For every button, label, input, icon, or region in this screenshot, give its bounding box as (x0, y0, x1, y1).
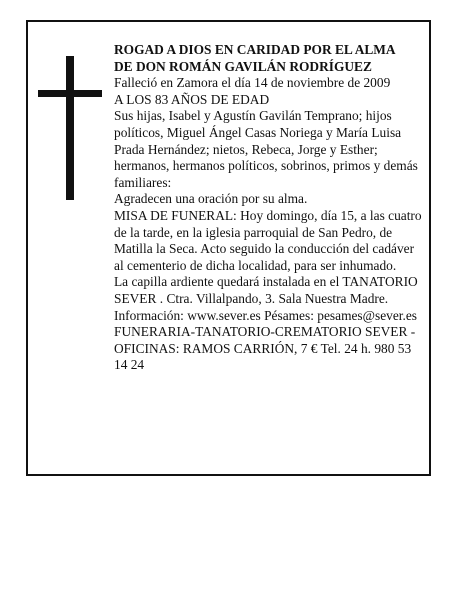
prayer-request: Agradecen una oración por su alma. (114, 191, 308, 207)
age-line: A LOS 83 AÑOS DE EDAD (114, 91, 270, 107)
heading-line-2: DE DON ROMÁN GAVILÁN RODRÍGUEZ (114, 58, 372, 74)
contact-info: Información: www.sever.es Pésames: pesames@sever.es (114, 307, 417, 323)
funeral-mass: MISA DE FUNERAL: Hoy domingo, día 15, a las cuatro de la tarde, en la iglesia parroquial de San Pedro, de Matilla la Seca. Acto seguido la conducción del cadáver al cementerio de dicha localidad, para ser inhumado. (114, 207, 422, 273)
heading-line-1: ROGAD A DIOS EN CARIDAD POR EL ALMA (114, 42, 396, 57)
death-info: Falleció en Zamora el día 14 de noviembre de 2009 (114, 75, 391, 91)
notice-text (114, 42, 426, 374)
cross-horizontal-bar (38, 90, 102, 97)
obituary-notice (26, 20, 431, 476)
family-paragraph: Sus hijas, Isabel y Agustín Gavilán Temprano; hijos políticos, Miguel Ángel Casas Noriega y María Luisa Prada Hernández; nietos, Rebeca, Jorge y Esther; hermanos, hermanos políticos, sobrinos, primos y demás familiares: (114, 108, 418, 190)
funeral-home-info: FUNERARIA-TANATORIO-CREMATORIO SEVER - OFICINAS: RAMOS CARRIÓN, 7 € Tel. 24 h. 980 53 14 24 (114, 324, 416, 373)
cross-vertical-bar (66, 56, 74, 200)
cross-icon (38, 56, 102, 200)
chapel-info: La capilla ardiente quedará instalada en el TANATORIO SEVER . Ctra. Villalpando, 3. Sala Nuestra Madre. (114, 274, 418, 306)
